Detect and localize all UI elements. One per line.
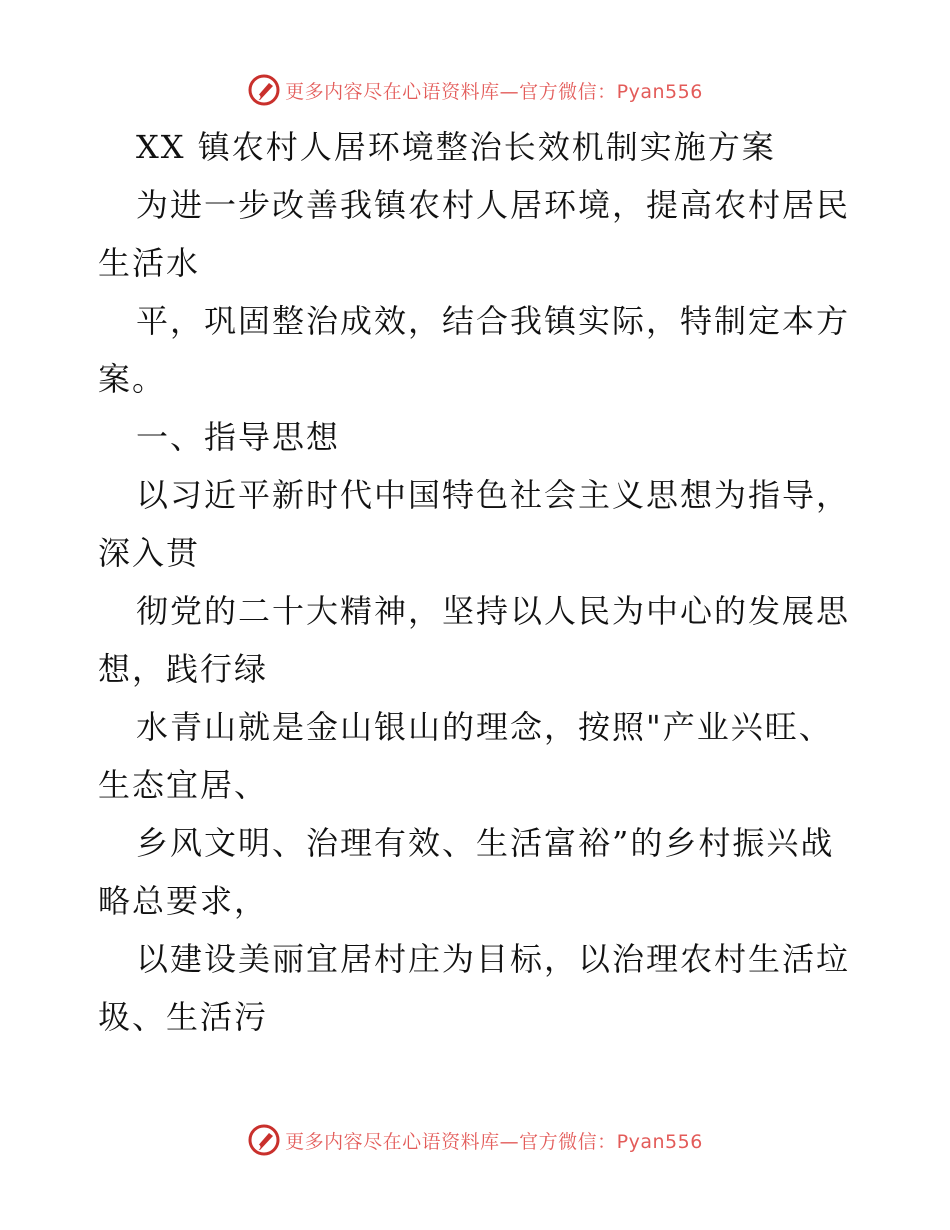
paragraph-line: 以习近平新时代中国特色社会主义思想为指导， (136, 476, 851, 514)
watermark-text: 更多内容尽在心语资料库—官方微信：Pyan556 (285, 80, 703, 103)
paragraph-line: 生态宜居、 (98, 766, 269, 804)
paragraph-line: 想，践行绿 (98, 650, 269, 688)
paragraph-line: 案。 (98, 360, 167, 398)
paragraph-line: 圾、生活污 (98, 998, 269, 1036)
paragraph-line: 深入贯 (98, 534, 201, 572)
section-heading: 一、指导思想 (136, 418, 341, 456)
document-body (98, 118, 858, 1046)
paragraph-line: 为进一步改善我镇农村人居环境，提高农村居民 (136, 186, 851, 224)
footer-watermark (0, 1120, 950, 1160)
paragraph-line: 乡风文明、治理有效、生活富裕”的乡村振兴战 (136, 824, 835, 862)
paragraph-line: 以建设美丽宜居村庄为目标，以治理农村生活垃 (136, 940, 851, 978)
paragraph-line: 略总要求， (98, 882, 269, 920)
watermark-text: 更多内容尽在心语资料库—官方微信：Pyan556 (285, 1130, 703, 1153)
paragraph-line: 生活水 (98, 244, 201, 282)
paragraph-line: 水青山就是金山银山的理念，按照"产业兴旺、 (136, 708, 833, 746)
pen-logo-icon (247, 1123, 281, 1157)
pen-logo-icon (247, 73, 281, 107)
paragraph-line: 平，巩固整治成效，结合我镇实际，特制定本方 (136, 302, 851, 340)
document-title: XX 镇农村人居环境整治长效机制实施方案 (136, 128, 776, 166)
header-watermark (0, 70, 950, 110)
paragraph-line: 彻党的二十大精神，坚持以人民为中心的发展思 (136, 592, 851, 630)
